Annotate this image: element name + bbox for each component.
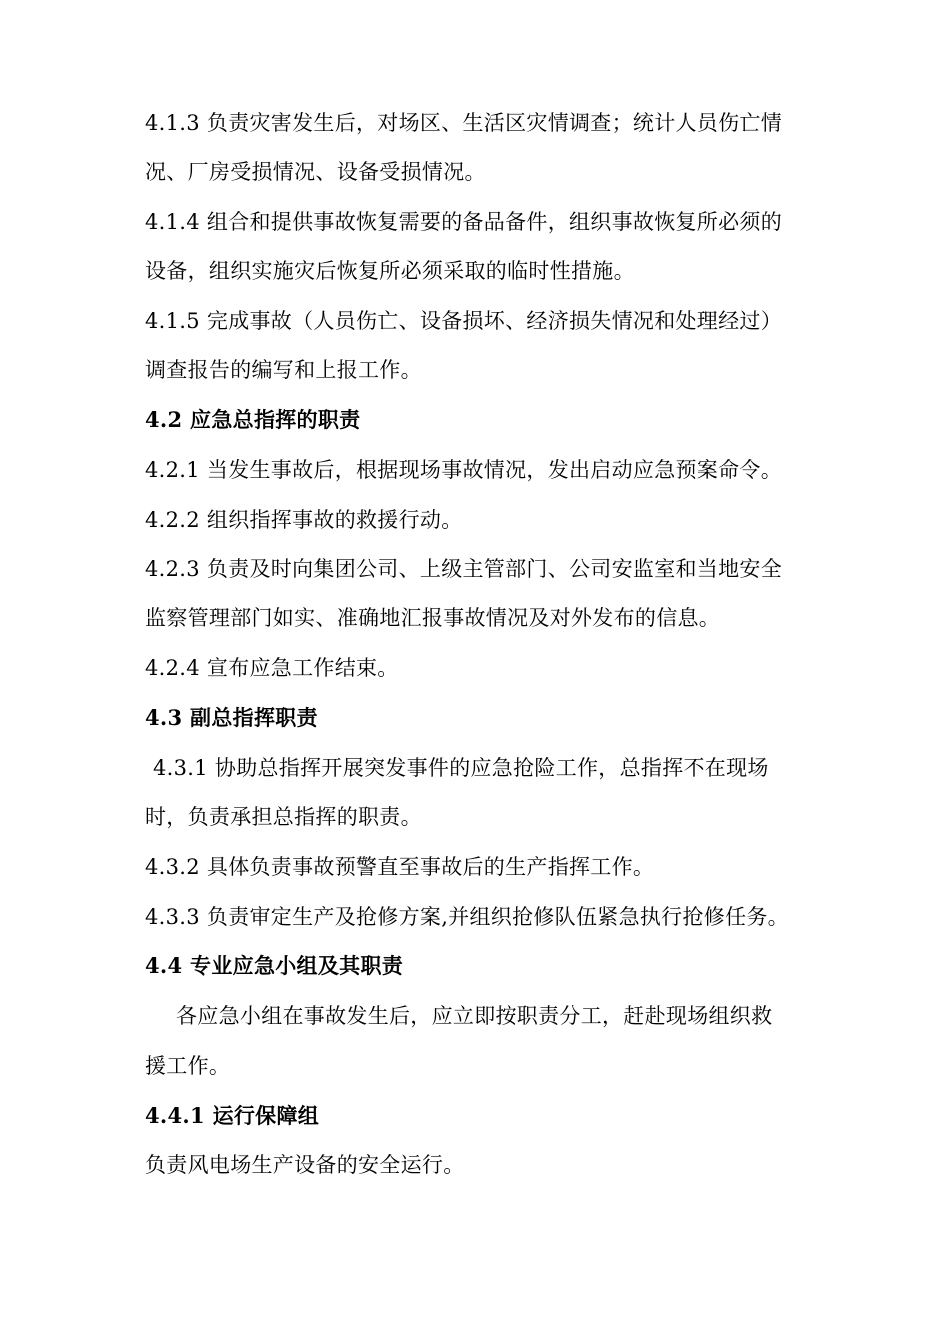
paragraph-4-1-3-line-2: 况、厂房受损情况、设备受损情况。 bbox=[145, 160, 486, 184]
paragraph-4-4-intro-line-1: 各应急小组在事故发生后，应立即按职责分工，赶赴现场组织救 bbox=[176, 1004, 773, 1028]
paragraph-4-1-5-line-1: 4.1.5 完成事故（人员伤亡、设备损坏、经济损失情况和处理经过） bbox=[145, 309, 783, 333]
paragraph-4-2-2: 4.2.2 组织指挥事故的救援行动。 bbox=[145, 508, 463, 532]
section-heading-4-3: 4.3 副总指挥职责 bbox=[145, 705, 318, 730]
paragraph-4-2-1: 4.2.1 当发生事故后，根据现场事故情况，发出启动应急预案命令。 bbox=[145, 458, 783, 482]
paragraph-4-2-4: 4.2.4 宣布应急工作结束。 bbox=[145, 656, 399, 680]
paragraph-4-3-1-line-1: 4.3.1 协助总指挥开展突发事件的应急抢险工作，总指挥不在现场 bbox=[153, 756, 769, 780]
paragraph-4-1-4-line-2: 设备，组织实施灾后恢复所必须采取的临时性措施。 bbox=[145, 259, 635, 283]
section-heading-4-2: 4.2 应急总指挥的职责 bbox=[145, 407, 361, 432]
paragraph-4-2-3-line-2: 监察管理部门如实、准确地汇报事故情况及对外发布的信息。 bbox=[145, 606, 721, 630]
paragraph-4-3-2: 4.3.2 具体负责事故预警直至事故后的生产指挥工作。 bbox=[145, 855, 655, 879]
paragraph-4-3-1-line-2: 时，负责承担总指挥的职责。 bbox=[145, 805, 422, 829]
paragraph-4-1-5-line-2: 调查报告的编写和上报工作。 bbox=[145, 358, 422, 382]
paragraph-4-1-3-line-1: 4.1.3 负责灾害发生后，对场区、生活区灾情调查；统计人员伤亡情 bbox=[145, 111, 783, 135]
section-heading-4-4: 4.4 专业应急小组及其职责 bbox=[145, 953, 404, 978]
paragraph-4-4-intro-line-2: 援工作。 bbox=[145, 1054, 231, 1078]
paragraph-4-4-1: 负责风电场生产设备的安全运行。 bbox=[145, 1153, 465, 1177]
paragraph-4-1-4-line-1: 4.1.4 组合和提供事故恢复需要的备品备件，组织事故恢复所必须的 bbox=[145, 210, 783, 234]
section-heading-4-4-1: 4.4.1 运行保障组 bbox=[145, 1103, 320, 1128]
paragraph-4-2-3-line-1: 4.2.3 负责及时向集团公司、上级主管部门、公司安监室和当地安全 bbox=[145, 557, 783, 581]
paragraph-4-3-3: 4.3.3 负责审定生产及抢修方案,并组织抢修队伍紧急执行抢修任务。 bbox=[145, 905, 789, 929]
